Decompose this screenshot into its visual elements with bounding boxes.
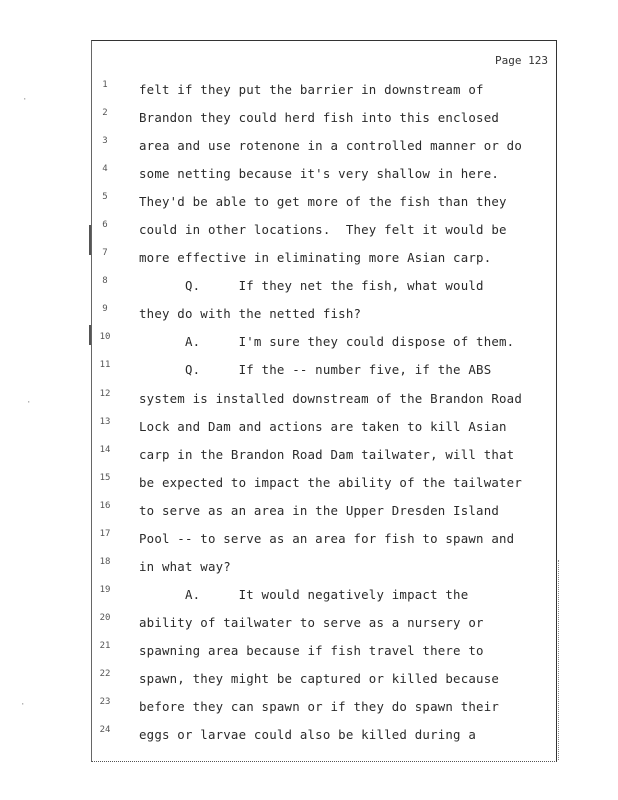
- transcript-line: [92, 497, 556, 525]
- line-number: 5: [102, 192, 108, 203]
- line-number: 9: [102, 304, 108, 315]
- line-text: eggs or larvae could also be killed during a: [139, 727, 477, 743]
- line-text: before they can spawn or if they do spawn their: [139, 699, 500, 715]
- transcript-line: [92, 469, 556, 497]
- line-number: 17: [99, 528, 111, 539]
- line-number: 24: [99, 725, 111, 736]
- line-text: some netting because it's very shallow in here.: [139, 166, 500, 182]
- page-number: Page 123: [495, 54, 548, 67]
- transcript-line: [92, 665, 556, 693]
- line-number: 14: [99, 444, 111, 455]
- transcript-line: [92, 160, 556, 188]
- line-text: A. I'm sure they could dispose of them.: [139, 334, 515, 350]
- line-number: 6: [102, 220, 108, 231]
- line-number: 8: [102, 276, 108, 287]
- line-number: 13: [99, 416, 111, 427]
- line-text: Pool -- to serve as an area for fish to spawn and: [139, 530, 515, 546]
- line-number: 18: [99, 556, 111, 567]
- line-text: be expected to impact the ability of the tailwater: [139, 474, 522, 490]
- transcript-line: [92, 693, 556, 721]
- transcript-line: [92, 104, 556, 132]
- transcript-line: [92, 637, 556, 665]
- line-number: 16: [99, 500, 111, 511]
- transcript-line: [92, 244, 556, 272]
- line-text: ability of tailwater to serve as a nursery or: [139, 614, 484, 630]
- line-number: 11: [99, 360, 111, 371]
- transcript-line: [92, 525, 556, 553]
- transcript-line: [92, 553, 556, 581]
- line-text: A. It would negatively impact the: [139, 586, 469, 602]
- line-number: 2: [102, 108, 108, 119]
- line-text: Lock and Dam and actions are taken to kill Asian: [139, 418, 507, 434]
- line-number: 10: [99, 332, 111, 343]
- transcript-line: [92, 356, 556, 384]
- transcript-line: [92, 188, 556, 216]
- scan-speck: ·: [20, 700, 26, 710]
- transcript-line: [92, 609, 556, 637]
- transcript-lines: [92, 76, 556, 749]
- line-number: 20: [99, 612, 111, 623]
- line-text: carp in the Brandon Road Dam tailwater, will that: [139, 446, 515, 462]
- line-number: 12: [99, 388, 111, 399]
- transcript-line: [92, 581, 556, 609]
- line-text: area and use rotenone in a controlled manner or do: [139, 138, 522, 154]
- line-text: Q. If they net the fish, what would: [139, 278, 484, 294]
- line-number: 15: [99, 472, 111, 483]
- transcript-line: [92, 272, 556, 300]
- line-number: 4: [102, 164, 108, 175]
- line-number: 19: [99, 584, 111, 595]
- line-number: 22: [99, 668, 111, 679]
- transcript-line: [92, 328, 556, 356]
- line-text: system is installed downstream of the Brandon Road: [139, 390, 522, 406]
- line-text: Brandon they could herd fish into this enclosed: [139, 110, 500, 126]
- line-number: 1: [102, 80, 108, 90]
- line-text: in what way?: [139, 558, 231, 574]
- line-text: they do with the netted fish?: [139, 306, 362, 322]
- line-text: spawn, they might be captured or killed because: [139, 670, 500, 686]
- transcript-page: [91, 40, 557, 762]
- scan-speck: ·: [22, 95, 28, 105]
- transcript-line: [92, 132, 556, 160]
- line-text: Q. If the -- number five, if the ABS: [139, 362, 492, 378]
- transcript-line: [92, 441, 556, 469]
- transcript-line: [92, 385, 556, 413]
- line-text: could in other locations. They felt it would be: [139, 222, 507, 238]
- transcript-line: [92, 76, 556, 104]
- line-number: 3: [102, 136, 108, 147]
- scan-speck: ·: [26, 398, 32, 408]
- transcript-line: [92, 721, 556, 749]
- transcript-line: [92, 413, 556, 441]
- line-number: 23: [99, 697, 111, 708]
- line-text: spawning area because if fish travel there to: [139, 642, 484, 658]
- line-number: 21: [99, 640, 111, 651]
- margin-dots: [558, 560, 560, 760]
- line-number: 7: [102, 248, 108, 259]
- line-text: They'd be able to get more of the fish than they: [139, 194, 507, 210]
- line-text: more effective in eliminating more Asian carp.: [139, 250, 492, 266]
- transcript-line: [92, 300, 556, 328]
- transcript-line: [92, 216, 556, 244]
- line-text: felt if they put the barrier in downstream of: [139, 82, 484, 97]
- line-text: to serve as an area in the Upper Dresden Island: [139, 502, 500, 518]
